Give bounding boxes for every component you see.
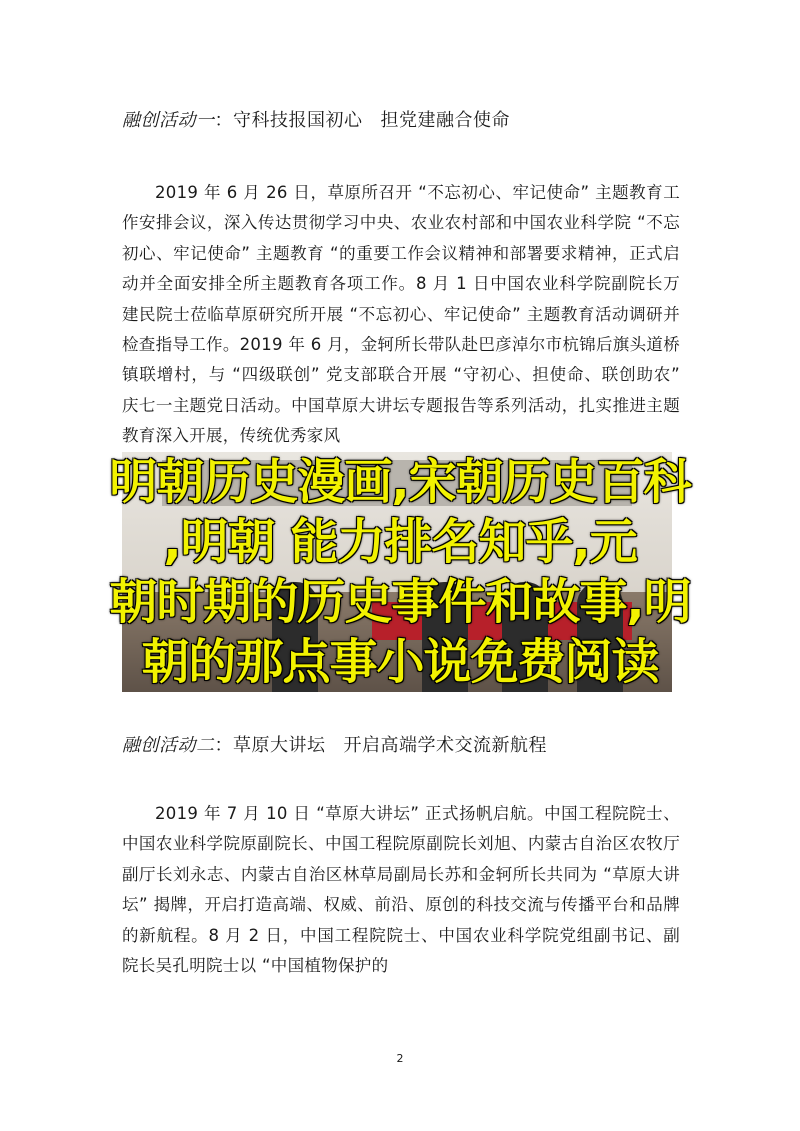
overlay-text-line: 朝时期的历史事件和故事,明 <box>109 574 691 630</box>
heading-part-2: 开启高端学术交流新航程 <box>343 735 547 756</box>
section-heading-1 <box>122 106 510 132</box>
overlay-text-line: ,明朝 能力排名知乎,元 <box>163 514 637 570</box>
overlay-text-line: 朝的那点事小说免费阅读 <box>141 634 659 690</box>
section-heading-2 <box>122 731 547 757</box>
heading-colon: ： <box>214 735 233 756</box>
overlay-text-line: 明朝历史漫画,宋朝历史百科 <box>109 454 691 510</box>
heading-label: 融创活动二 <box>122 735 215 756</box>
heading-part-1: 守科技报国初心 <box>233 110 363 131</box>
heading-colon: ： <box>214 110 233 131</box>
section-paragraph-1: 2019 年 6 月 26 日，草原所召开 “不忘初心、牢记使命” 主题教育工作安排会议，深入传达贯彻学习中央、农业农村部和中国农业科学院 “不忘初心、牢记使命” 主题教育 “的重要工作会议精神和部署要求精神，正式启动并全面安排全所主题教育各项工作。8 月 1 日中国农业科学院副院长万建民院士莅临草原研究所开展 “不忘初心、牢记使命” 主题教育活动调研并检查指导工作。2019 年 6 月，金轲所长带队赴巴彦淖尔市杭锦后旗头道桥镇联增村，与 “四级联创” 党支部联合开展 “守初心、担使命、联创助农” 庆七一主题党日活动。中国草原大讲坛专题报告等系列活动，扎实推进主题教育深入开展，传统优秀家风 <box>122 183 680 446</box>
heading-part-1: 草原大讲坛 <box>233 735 326 756</box>
heading-part-2: 担党建融合使命 <box>380 110 510 131</box>
page-number: 2 <box>396 1052 404 1065</box>
section-paragraph-2: 2019 年 7 月 10 日 “草原大讲坛” 正式扬帆启航。中国工程院院士、中国农业科学院原副院长、中国工程院原副院长刘旭、内蒙古自治区农牧厅副厅长刘永志、内蒙古自治区林草局副局长苏和金轲所长共同为 “草原大讲坛” 揭牌，开启打造高端、权威、前沿、原创的科技交流与传播平台和品牌的新航程。8 月 2 日，中国工程院院士、中国农业科学院党组副书记、副院长吴孔明院士以 “中国植物保护的 <box>122 804 680 976</box>
heading-label: 融创活动一 <box>122 110 215 131</box>
